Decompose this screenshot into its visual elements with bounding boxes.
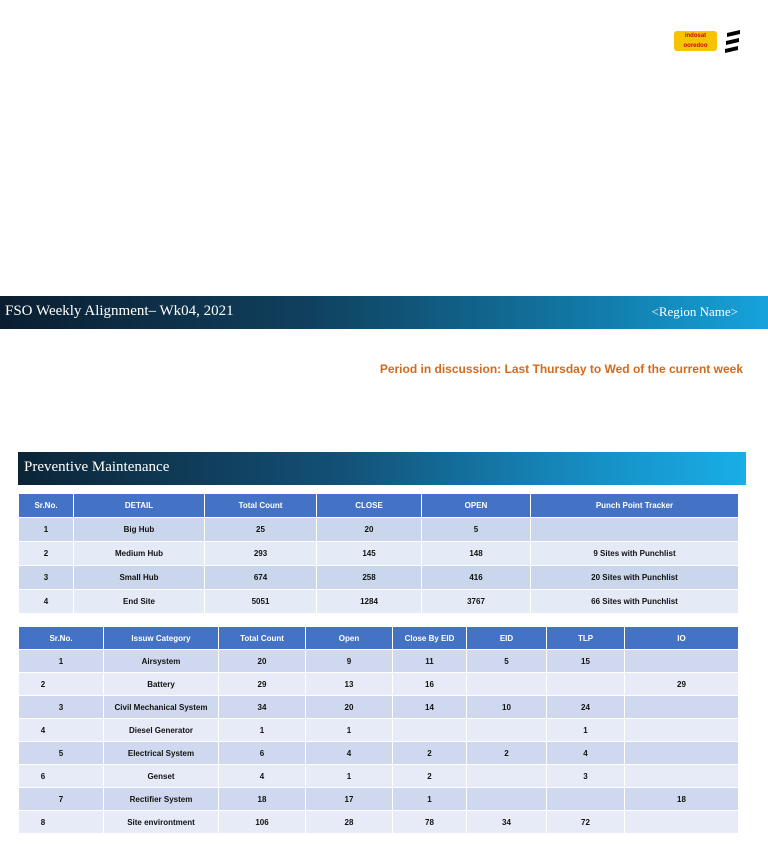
table-cell: 66 Sites with Punchlist	[531, 590, 739, 614]
table-cell: 3	[19, 696, 104, 719]
table-cell: 10	[467, 696, 547, 719]
table-cell	[625, 765, 739, 788]
table-cell	[19, 765, 104, 788]
table-cell: 1	[306, 719, 393, 742]
table-cell: End Site	[74, 590, 205, 614]
column-header: Total Count	[219, 627, 306, 650]
table-cell	[625, 811, 739, 834]
row-number: 8	[40, 817, 46, 827]
issue-category-table	[18, 626, 739, 834]
table-cell: 11	[393, 650, 467, 673]
table-cell	[19, 673, 104, 696]
table-cell: 4	[219, 765, 306, 788]
column-header: Issuw Category	[104, 627, 219, 650]
table-cell: 2	[19, 542, 74, 566]
table-cell	[467, 788, 547, 811]
table-row	[19, 566, 739, 590]
table-cell: 78	[393, 811, 467, 834]
table-cell: 2	[393, 765, 467, 788]
table-cell: 16	[393, 673, 467, 696]
table-cell: 29	[219, 673, 306, 696]
table-cell	[547, 788, 625, 811]
table-cell	[467, 765, 547, 788]
table-cell	[19, 811, 104, 834]
table-cell	[531, 518, 739, 542]
column-header: IO	[625, 627, 739, 650]
table-cell	[625, 719, 739, 742]
table-cell: 17	[306, 788, 393, 811]
table-cell	[625, 650, 739, 673]
table-cell: Rectifier System	[104, 788, 219, 811]
operator-logo	[674, 29, 744, 53]
table-cell: 674	[205, 566, 317, 590]
table-cell: 1284	[317, 590, 422, 614]
table-cell: 34	[467, 811, 547, 834]
column-header: Total Count	[205, 494, 317, 518]
column-header: OPEN	[422, 494, 531, 518]
table-cell: 5051	[205, 590, 317, 614]
table-cell	[19, 719, 104, 742]
table-cell: 3767	[422, 590, 531, 614]
row-number: 6	[40, 771, 46, 781]
ericsson-logo-icon	[724, 29, 742, 53]
table-row	[19, 719, 739, 742]
table-row	[19, 518, 739, 542]
table-cell	[467, 719, 547, 742]
table-row	[19, 788, 739, 811]
row-number: 4	[40, 725, 46, 735]
column-header: CLOSE	[317, 494, 422, 518]
table-cell: 1	[393, 788, 467, 811]
table-cell: 24	[547, 696, 625, 719]
table-cell	[393, 719, 467, 742]
table-cell: 106	[219, 811, 306, 834]
table-cell: 20 Sites with Punchlist	[531, 566, 739, 590]
table-row	[19, 542, 739, 566]
section-header	[18, 452, 746, 485]
section-title: Preventive Maintenance	[24, 459, 170, 475]
table-cell: 15	[547, 650, 625, 673]
table-header-row	[19, 494, 739, 518]
table-cell: Diesel Generator	[104, 719, 219, 742]
table-cell: 72	[547, 811, 625, 834]
header-banner	[0, 296, 768, 329]
table-cell: 9 Sites with Punchlist	[531, 542, 739, 566]
table-cell: 148	[422, 542, 531, 566]
table-row	[19, 696, 739, 719]
period-note: Period in discussion: Last Thursday to Wed of the current week	[379, 362, 743, 376]
table-cell: Big Hub	[74, 518, 205, 542]
table-cell: 4	[306, 742, 393, 765]
table-cell: 1	[306, 765, 393, 788]
maintenance-summary-table	[18, 493, 739, 614]
table-cell: 5	[467, 650, 547, 673]
table-cell: Genset	[104, 765, 219, 788]
table-row	[19, 742, 739, 765]
table-cell: 293	[205, 542, 317, 566]
region-name: <Region Name>	[651, 304, 738, 319]
table-cell: Site environtment	[104, 811, 219, 834]
table-cell: Civil Mechanical System	[104, 696, 219, 719]
table-cell: Small Hub	[74, 566, 205, 590]
table-cell: 13	[306, 673, 393, 696]
table-cell: 3	[19, 566, 74, 590]
banner-title: FSO Weekly Alignment– Wk04, 2021	[5, 303, 234, 319]
table-cell: Electrical System	[104, 742, 219, 765]
table-cell: 29	[625, 673, 739, 696]
row-number: 2	[40, 679, 46, 689]
table-cell: 6	[219, 742, 306, 765]
table-cell: 34	[219, 696, 306, 719]
table-cell: 258	[317, 566, 422, 590]
indosat-ooredoo-logo	[674, 31, 717, 51]
table-cell: 28	[306, 811, 393, 834]
table-cell	[625, 742, 739, 765]
logo-text-line-1: indosat	[684, 33, 707, 39]
table-cell	[625, 696, 739, 719]
table-cell: 4	[19, 590, 74, 614]
table-cell: 14	[393, 696, 467, 719]
table-cell: 4	[547, 742, 625, 765]
table-cell: 416	[422, 566, 531, 590]
column-header: Sr.No.	[19, 627, 104, 650]
table-cell: 7	[19, 788, 104, 811]
column-header: Sr.No.	[19, 494, 74, 518]
table-cell: 2	[467, 742, 547, 765]
table-cell: 5	[422, 518, 531, 542]
table-cell: 145	[317, 542, 422, 566]
table-cell	[547, 673, 625, 696]
table-cell: 25	[205, 518, 317, 542]
table-cell	[467, 673, 547, 696]
table-cell: 20	[317, 518, 422, 542]
table-cell: 18	[219, 788, 306, 811]
table-cell: Medium Hub	[74, 542, 205, 566]
table-row	[19, 811, 739, 834]
column-header: EID	[467, 627, 547, 650]
table-row	[19, 673, 739, 696]
column-header: TLP	[547, 627, 625, 650]
table-cell: 2	[393, 742, 467, 765]
table-header-row	[19, 627, 739, 650]
table-cell: Battery	[104, 673, 219, 696]
table-cell: 9	[306, 650, 393, 673]
column-header: Open	[306, 627, 393, 650]
table-cell: 5	[19, 742, 104, 765]
table-row	[19, 765, 739, 788]
table-cell: 1	[547, 719, 625, 742]
table-cell: 20	[219, 650, 306, 673]
column-header: Punch Point Tracker	[531, 494, 739, 518]
table-cell: Airsystem	[104, 650, 219, 673]
table-cell: 18	[625, 788, 739, 811]
column-header: DETAIL	[74, 494, 205, 518]
table-cell: 1	[19, 518, 74, 542]
table-row	[19, 650, 739, 673]
table-row	[19, 590, 739, 614]
logo-text-line-2: ooredoo	[683, 43, 708, 49]
table-cell: 20	[306, 696, 393, 719]
column-header: Close By EID	[393, 627, 467, 650]
table-cell: 1	[19, 650, 104, 673]
table-cell: 1	[219, 719, 306, 742]
table-cell: 3	[547, 765, 625, 788]
